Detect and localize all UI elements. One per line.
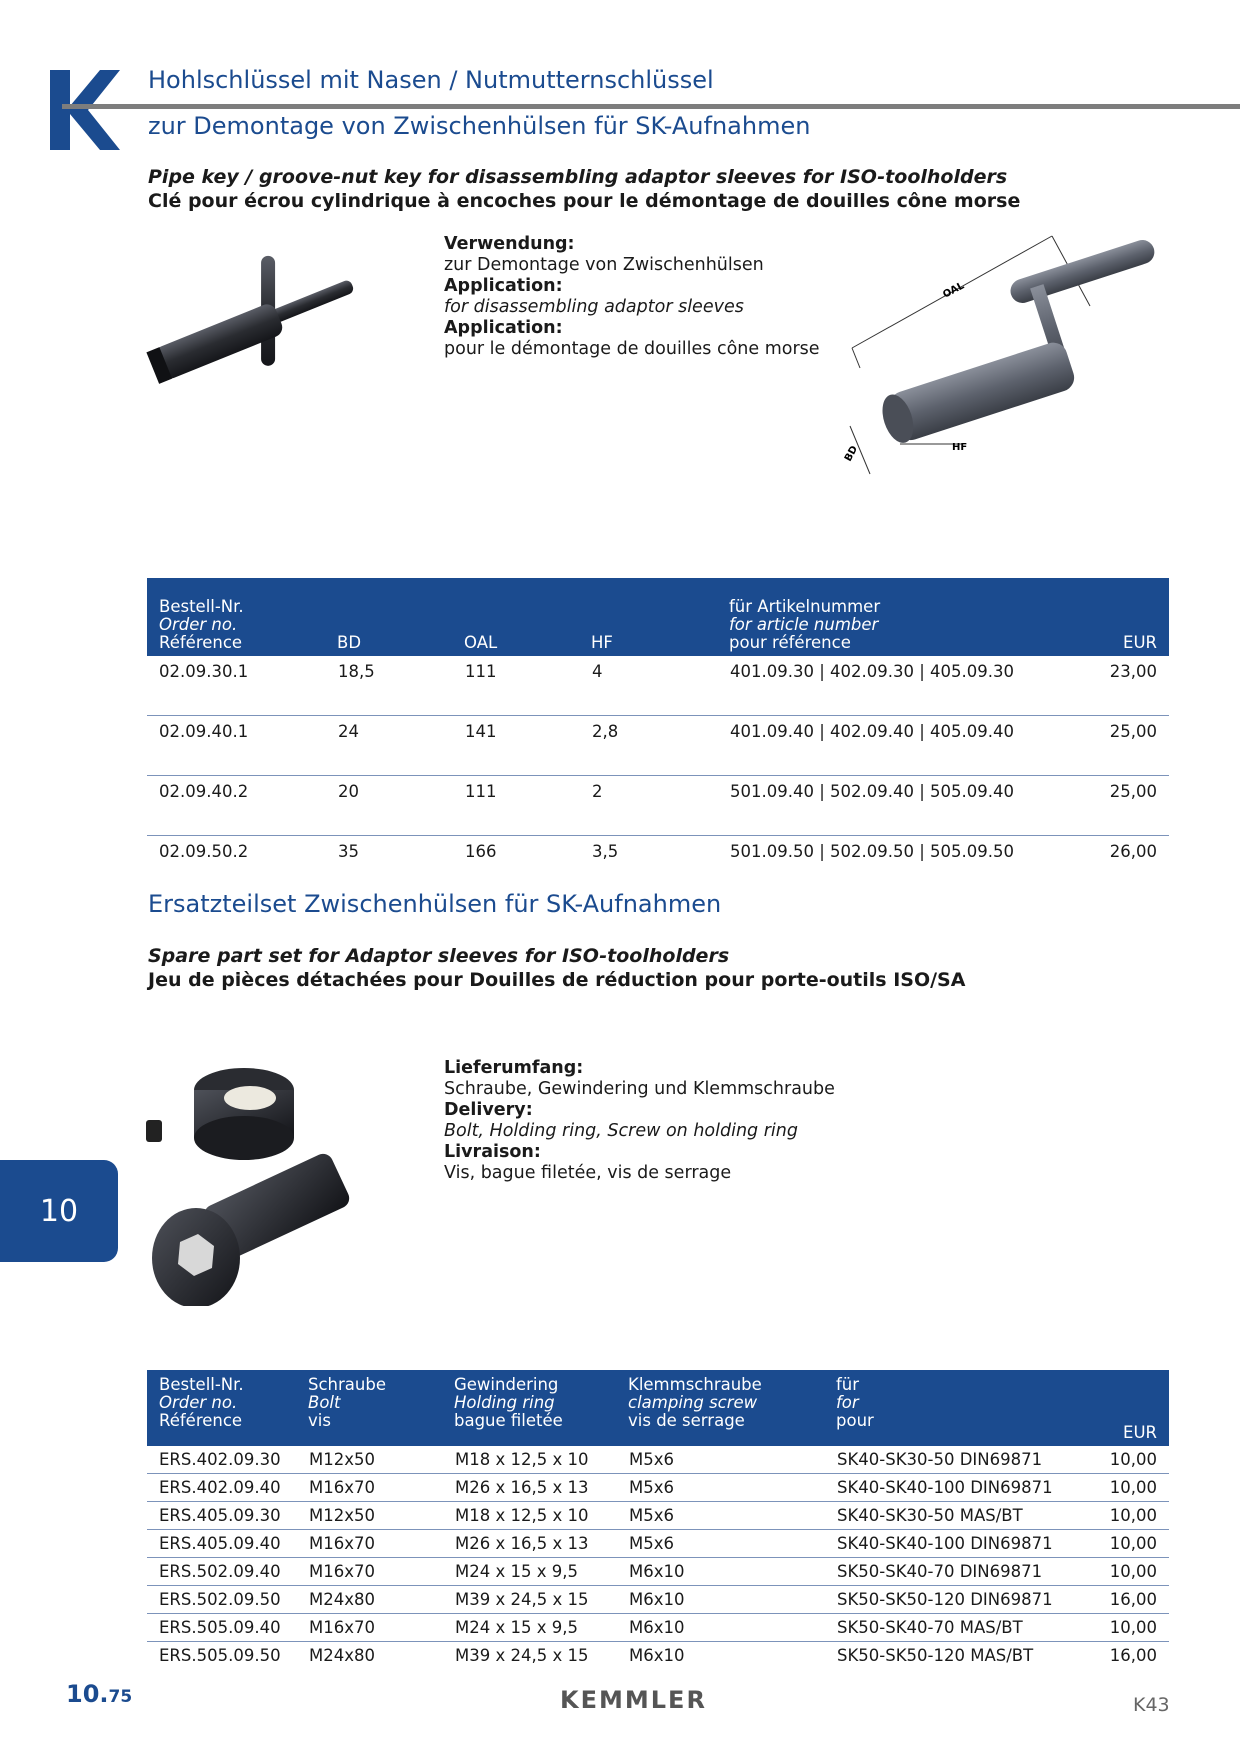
table-header-row bbox=[147, 578, 1169, 656]
header-ring-en: Holding ring bbox=[454, 1393, 555, 1412]
col-for bbox=[836, 1370, 1086, 1446]
cell-eur: 10,00 bbox=[1086, 1446, 1169, 1474]
section2-delivery bbox=[444, 1058, 864, 1184]
header-order-en: Order no. bbox=[159, 615, 238, 634]
catalog-code: K43 bbox=[1133, 1694, 1170, 1716]
section2-subtitle-english: Spare part set for Adaptor sleeves for ISO-toolholders bbox=[148, 945, 730, 967]
page-number-sub: 75 bbox=[108, 1687, 133, 1707]
cell-for: SK50-SK50-120 MAS/BT bbox=[837, 1646, 1034, 1665]
cell-order: ERS.402.09.30 bbox=[147, 1446, 308, 1474]
cell-ring: M26 x 16,5 x 13 bbox=[454, 1474, 628, 1502]
usage-en-label: Application: bbox=[444, 276, 563, 296]
header-order-en: Order no. bbox=[159, 1393, 238, 1412]
usage-en-text: for disassembling adaptor sleeves bbox=[444, 297, 744, 317]
col-holding-ring bbox=[454, 1370, 628, 1446]
cell-for: SK40-SK40-100 DIN69871 bbox=[836, 1474, 1086, 1502]
cell-bolt: M24x80 bbox=[309, 1646, 375, 1665]
cell-article: 501.09.50 | 502.09.50 | 505.09.50 bbox=[730, 842, 1015, 861]
cell-for: SK50-SK40-70 DIN69871 bbox=[836, 1558, 1086, 1586]
header-order-fr: Référence bbox=[159, 633, 243, 652]
cell-oal: 111 bbox=[464, 656, 591, 716]
header-bolt-de: Schraube bbox=[308, 1375, 386, 1394]
cell-eur: 16,00 bbox=[1086, 1586, 1169, 1614]
col-article-no bbox=[729, 578, 1059, 656]
delivery-de-label: Lieferumfang: bbox=[444, 1058, 584, 1078]
spare-part-table bbox=[147, 1370, 1169, 1669]
cell-oal: 166 bbox=[465, 842, 497, 861]
cell-clamp: M5x6 bbox=[628, 1446, 836, 1474]
cell-eur: 26,00 bbox=[1109, 842, 1157, 861]
cell-order: 02.09.50.2 bbox=[159, 842, 249, 861]
header-for-de: für bbox=[836, 1375, 860, 1394]
cell-bolt: M16x70 bbox=[308, 1614, 454, 1642]
table-row bbox=[147, 1446, 1169, 1474]
table-row bbox=[147, 836, 1169, 896]
cell-for: SK50-SK40-70 MAS/BT bbox=[836, 1614, 1086, 1642]
section2-subtitle-french: Jeu de pièces détachées pour Douilles de réduction pour porte-outils ISO/SA bbox=[148, 969, 966, 991]
cell-order: ERS.402.09.40 bbox=[147, 1474, 308, 1502]
col-order-no bbox=[147, 1370, 308, 1446]
cell-bd: 35 bbox=[338, 842, 359, 861]
page-number bbox=[66, 1680, 132, 1708]
cell-clamp: M6x10 bbox=[628, 1614, 836, 1642]
cell-order: 02.09.40.2 bbox=[147, 776, 337, 836]
cell-for: SK50-SK50-120 DIN69871 bbox=[836, 1586, 1086, 1614]
cell-article: 401.09.30 | 402.09.30 | 405.09.30 bbox=[729, 656, 1059, 716]
cell-clamp: M5x6 bbox=[628, 1474, 836, 1502]
pipe-key-photo bbox=[140, 236, 430, 402]
cell-ring: M18 x 12,5 x 10 bbox=[454, 1446, 628, 1474]
cell-bd: 20 bbox=[337, 776, 464, 836]
delivery-fr-label: Livraison: bbox=[444, 1142, 541, 1162]
header-clamp-fr: vis de serrage bbox=[628, 1411, 745, 1430]
cell-eur: 25,00 bbox=[1059, 776, 1169, 836]
pipe-key-dimension-drawing bbox=[840, 226, 1180, 490]
cell-oal: 111 bbox=[464, 776, 591, 836]
table-row bbox=[147, 656, 1169, 716]
usage-fr-text: pour le démontage de douilles cône morse bbox=[444, 339, 820, 359]
header-clamp-en: clamping screw bbox=[628, 1393, 758, 1412]
cell-order: 02.09.30.1 bbox=[147, 656, 337, 716]
cell-for: SK40-SK30-50 DIN69871 bbox=[836, 1446, 1086, 1474]
header-order-de: Bestell-Nr. bbox=[159, 1375, 244, 1394]
hf-dimension-label: HF bbox=[952, 442, 968, 453]
cell-for: SK40-SK40-100 DIN69871 bbox=[836, 1530, 1086, 1558]
cell-eur: 10,00 bbox=[1086, 1474, 1169, 1502]
cell-order: ERS.505.09.40 bbox=[147, 1614, 308, 1642]
cell-bolt: M16x70 bbox=[308, 1558, 454, 1586]
product1-usage bbox=[444, 234, 824, 360]
subtitle-english: Pipe key / groove-nut key for disassembling adaptor sleeves for ISO-toolholders bbox=[148, 166, 1008, 188]
col-hf: HF bbox=[591, 633, 613, 652]
col-order-no bbox=[147, 578, 337, 656]
cell-clamp: M6x10 bbox=[628, 1558, 836, 1586]
cell-eur: 10,00 bbox=[1086, 1614, 1169, 1642]
cell-hf: 2,8 bbox=[591, 716, 729, 776]
cell-order: ERS.505.09.50 bbox=[159, 1646, 281, 1665]
cell-order: ERS.405.09.30 bbox=[147, 1502, 308, 1530]
spare-part-set-photo bbox=[140, 1050, 360, 1306]
table-row bbox=[147, 1586, 1169, 1614]
cell-order: ERS.502.09.50 bbox=[147, 1586, 308, 1614]
col-bd: BD bbox=[337, 633, 362, 652]
cell-bolt: M12x50 bbox=[308, 1502, 454, 1530]
delivery-fr-text: Vis, bague filetée, vis de serrage bbox=[444, 1163, 732, 1183]
table-row bbox=[147, 1474, 1169, 1502]
cell-hf: 3,5 bbox=[592, 842, 619, 861]
cell-for: SK40-SK30-50 MAS/BT bbox=[836, 1502, 1086, 1530]
usage-de-text: zur Demontage von Zwischenhülsen bbox=[444, 255, 764, 275]
header-article-fr: pour référence bbox=[729, 633, 851, 652]
header-bolt-en: Bolt bbox=[308, 1393, 341, 1412]
brand-name: KEMMLER bbox=[560, 1686, 707, 1714]
subtitle-french: Clé pour écrou cylindrique à encoches pour le démontage de douilles cône morse bbox=[148, 190, 1021, 212]
cell-order: 02.09.40.1 bbox=[147, 716, 337, 776]
cell-order: ERS.502.09.40 bbox=[147, 1558, 308, 1586]
cell-ring: M39 x 24,5 x 15 bbox=[455, 1646, 589, 1665]
cell-article: 401.09.40 | 402.09.40 | 405.09.40 bbox=[729, 716, 1059, 776]
usage-de-label: Verwendung: bbox=[444, 234, 575, 254]
header-order-de: Bestell-Nr. bbox=[159, 597, 244, 616]
header-ring-fr: bague filetée bbox=[454, 1411, 563, 1430]
cell-eur: 10,00 bbox=[1086, 1558, 1169, 1586]
table-row bbox=[147, 1530, 1169, 1558]
cell-ring: M24 x 15 x 9,5 bbox=[454, 1558, 628, 1586]
header-article-de: für Artikelnummer bbox=[729, 597, 881, 616]
page-title: Hohlschlüssel mit Nasen / Nutmutternschlüssel bbox=[148, 66, 714, 94]
col-bolt bbox=[308, 1370, 454, 1446]
cell-eur: 10,00 bbox=[1086, 1502, 1169, 1530]
cell-hf: 2 bbox=[591, 776, 729, 836]
col-eur: EUR bbox=[1123, 1423, 1157, 1442]
header-for-en: for bbox=[836, 1393, 859, 1412]
table-row bbox=[147, 1614, 1169, 1642]
cell-hf: 4 bbox=[591, 656, 729, 716]
table-row bbox=[147, 1642, 1169, 1670]
cell-article: 501.09.40 | 502.09.40 | 505.09.40 bbox=[729, 776, 1059, 836]
cell-bolt: M16x70 bbox=[308, 1474, 454, 1502]
table-row bbox=[147, 1502, 1169, 1530]
usage-fr-label: Application: bbox=[444, 318, 563, 338]
col-clamping-screw bbox=[628, 1370, 836, 1446]
header-for-fr: pour bbox=[836, 1411, 874, 1430]
bd-dimension-label: BD bbox=[842, 444, 861, 464]
chapter-tab: 10 bbox=[0, 1160, 118, 1262]
cell-eur: 25,00 bbox=[1059, 716, 1169, 776]
delivery-en-text: Bolt, Holding ring, Screw on holding ring bbox=[444, 1121, 798, 1141]
table-row bbox=[147, 716, 1169, 776]
delivery-de-text: Schraube, Gewindering und Klemmschraube bbox=[444, 1079, 835, 1099]
cell-ring: M26 x 16,5 x 13 bbox=[454, 1530, 628, 1558]
cell-clamp: M6x10 bbox=[629, 1646, 685, 1665]
table-row bbox=[147, 776, 1169, 836]
oal-dimension-label: OAL bbox=[941, 280, 967, 301]
cell-bd: 18,5 bbox=[337, 656, 464, 716]
header-bolt-fr: vis bbox=[308, 1411, 331, 1430]
delivery-en-label: Delivery: bbox=[444, 1100, 533, 1120]
cell-ring: M39 x 24,5 x 15 bbox=[454, 1586, 628, 1614]
cell-bolt: M16x70 bbox=[308, 1530, 454, 1558]
cell-clamp: M5x6 bbox=[628, 1502, 836, 1530]
cell-bd: 24 bbox=[337, 716, 464, 776]
cell-eur: 10,00 bbox=[1086, 1530, 1169, 1558]
header-rule bbox=[62, 104, 1240, 109]
cell-bolt: M12x50 bbox=[308, 1446, 454, 1474]
cell-order: ERS.405.09.40 bbox=[147, 1530, 308, 1558]
cell-bolt: M24x80 bbox=[308, 1586, 454, 1614]
pipe-key-table bbox=[147, 578, 1169, 895]
header-article-en: for article number bbox=[729, 615, 879, 634]
cell-ring: M18 x 12,5 x 10 bbox=[454, 1502, 628, 1530]
cell-clamp: M5x6 bbox=[628, 1530, 836, 1558]
section2-title: Ersatzteilset Zwischenhülsen für SK-Aufnahmen bbox=[148, 890, 722, 918]
table-row bbox=[147, 1558, 1169, 1586]
header-ring-de: Gewindering bbox=[454, 1375, 559, 1394]
cell-oal: 141 bbox=[464, 716, 591, 776]
page-subtitle: zur Demontage von Zwischenhülsen für SK-Aufnahmen bbox=[148, 112, 811, 140]
page-number-main: 10. bbox=[66, 1680, 109, 1708]
cell-ring: M24 x 15 x 9,5 bbox=[454, 1614, 628, 1642]
cell-eur: 16,00 bbox=[1109, 1646, 1157, 1665]
cell-eur: 23,00 bbox=[1059, 656, 1169, 716]
col-eur: EUR bbox=[1123, 633, 1157, 652]
table-header-row bbox=[147, 1370, 1169, 1446]
header-order-fr: Référence bbox=[159, 1411, 243, 1430]
col-oal: OAL bbox=[464, 633, 498, 652]
header-clamp-de: Klemmschraube bbox=[628, 1375, 762, 1394]
cell-clamp: M6x10 bbox=[628, 1586, 836, 1614]
kemmler-logo bbox=[50, 70, 120, 150]
